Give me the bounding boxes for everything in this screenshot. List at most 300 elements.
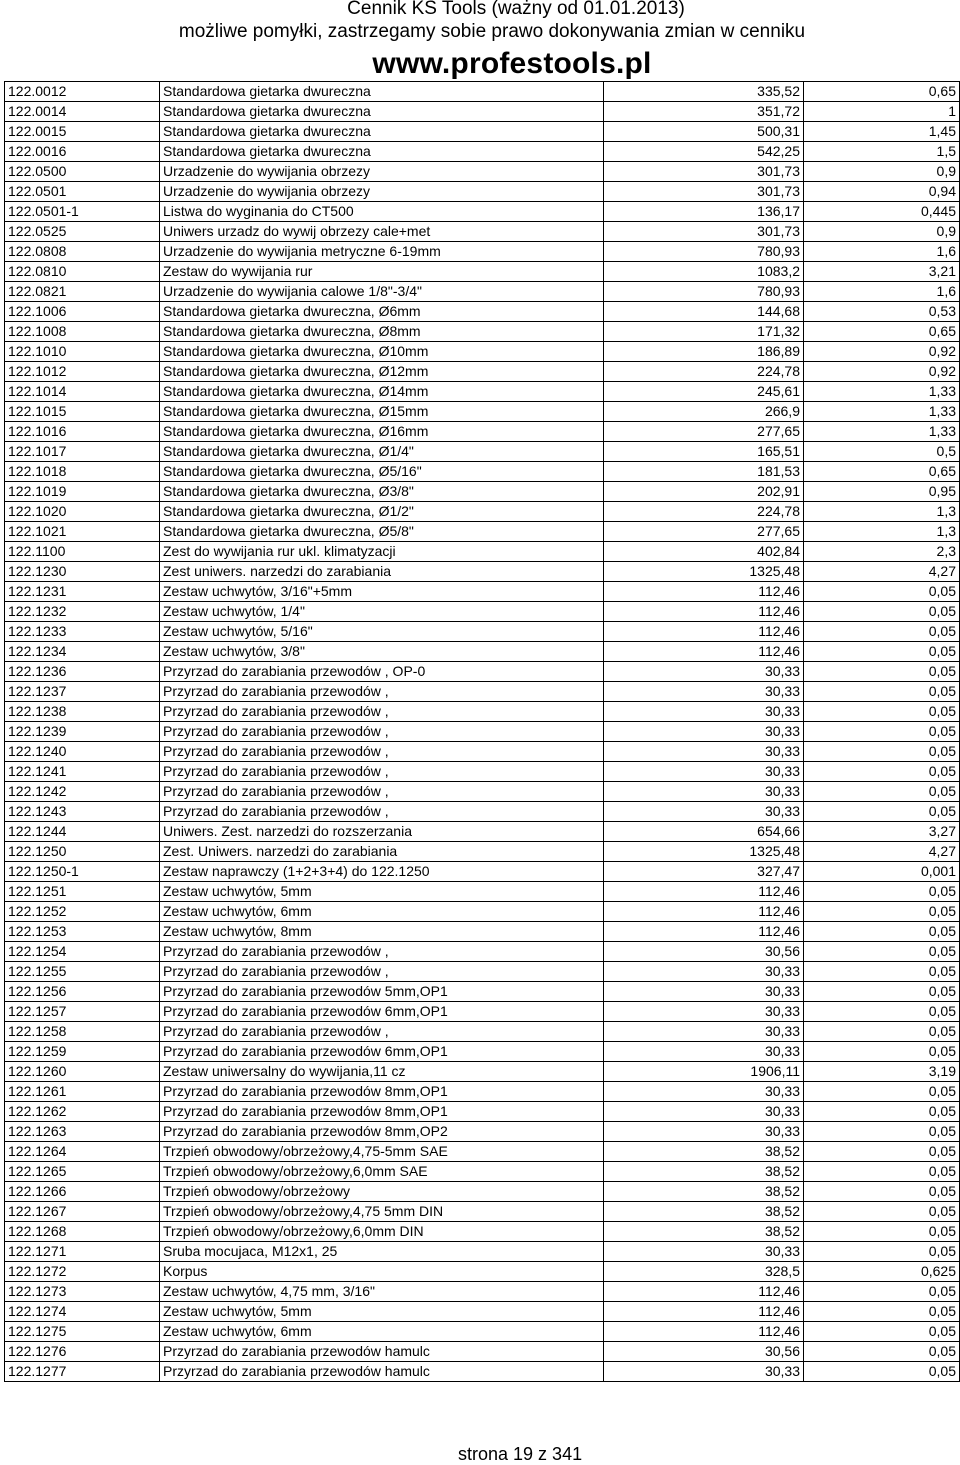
price-cell: 30,33 — [604, 1102, 804, 1122]
weight-cell: 1,33 — [804, 382, 960, 402]
product-code-cell: 122.0810 — [5, 262, 160, 282]
weight-cell: 0,05 — [804, 902, 960, 922]
product-code-cell: 122.0500 — [5, 162, 160, 182]
product-name-cell: Trzpień obwodowy/obrzeżowy,4,75 5mm DIN — [160, 1202, 604, 1222]
product-code-cell: 122.1277 — [5, 1362, 160, 1382]
product-name-cell: Zestaw uchwytów, 3/16"+5mm — [160, 582, 604, 602]
product-code-cell: 122.1262 — [5, 1102, 160, 1122]
disclaimer-notice: możliwe pomyłki, zastrzegamy sobie prawo dokonywania zmian w cenniku — [178, 21, 806, 42]
product-code-cell: 122.1020 — [5, 502, 160, 522]
price-cell: 30,33 — [604, 1042, 804, 1062]
product-name-cell: Przyrzad do zarabiania przewodów , — [160, 762, 604, 782]
weight-cell: 0,05 — [804, 922, 960, 942]
product-name-cell: Przyrzad do zarabiania przewodów hamulc — [160, 1362, 604, 1382]
product-name-cell: Standardowa gietarka dwureczna, Ø1/4" — [160, 442, 604, 462]
product-code-cell: 122.1274 — [5, 1302, 160, 1322]
table-row — [5, 142, 960, 162]
product-code-cell: 122.1258 — [5, 1022, 160, 1042]
table-row — [5, 902, 960, 922]
product-name-cell: Urzadzenie do wywijania calowe 1/8"-3/4" — [160, 282, 604, 302]
table-row — [5, 742, 960, 762]
product-code-cell: 122.1014 — [5, 382, 160, 402]
table-row — [5, 1062, 960, 1082]
weight-cell: 0,65 — [804, 322, 960, 342]
weight-cell: 1,3 — [804, 522, 960, 542]
weight-cell: 0,05 — [804, 622, 960, 642]
product-name-cell: Zestaw uchwytów, 6mm — [160, 902, 604, 922]
website-link[interactable]: www.profestools.pl — [372, 47, 652, 80]
price-cell: 30,33 — [604, 1022, 804, 1042]
table-row — [5, 202, 960, 222]
table-row — [5, 602, 960, 622]
table-row — [5, 522, 960, 542]
table-row — [5, 862, 960, 882]
weight-cell: 4,27 — [804, 562, 960, 582]
price-cell: 112,46 — [604, 1282, 804, 1302]
product-code-cell: 122.1271 — [5, 1242, 160, 1262]
price-cell: 301,73 — [604, 162, 804, 182]
product-name-cell: Trzpień obwodowy/obrzeżowy,6,0mm SAE — [160, 1162, 604, 1182]
price-cell: 327,47 — [604, 862, 804, 882]
product-name-cell: Urzadzenie do wywijania obrzezy — [160, 182, 604, 202]
weight-cell: 0,625 — [804, 1262, 960, 1282]
weight-cell: 0,05 — [804, 1222, 960, 1242]
product-name-cell: Standardowa gietarka dwureczna, Ø12mm — [160, 362, 604, 382]
weight-cell: 0,05 — [804, 1242, 960, 1262]
table-row — [5, 802, 960, 822]
product-code-cell: 122.1236 — [5, 662, 160, 682]
price-cell: 780,93 — [604, 242, 804, 262]
product-name-cell: Przyrzad do zarabiania przewodów , — [160, 702, 604, 722]
price-cell: 245,61 — [604, 382, 804, 402]
price-cell: 500,31 — [604, 122, 804, 142]
product-name-cell: Standardowa gietarka dwureczna — [160, 82, 604, 102]
price-cell: 30,33 — [604, 1082, 804, 1102]
price-cell: 112,46 — [604, 1302, 804, 1322]
product-code-cell: 122.1276 — [5, 1342, 160, 1362]
product-name-cell: Standardowa gietarka dwureczna, Ø16mm — [160, 422, 604, 442]
product-code-cell: 122.1237 — [5, 682, 160, 702]
product-name-cell: Przyrzad do zarabiania przewodów , — [160, 962, 604, 982]
weight-cell: 0,05 — [804, 582, 960, 602]
product-code-cell: 122.0501 — [5, 182, 160, 202]
price-cell: 186,89 — [604, 342, 804, 362]
product-code-cell: 122.1230 — [5, 562, 160, 582]
weight-cell: 0,05 — [804, 1002, 960, 1022]
price-cell: 202,91 — [604, 482, 804, 502]
product-name-cell: Urzadzenie do wywijania metryczne 6-19mm — [160, 242, 604, 262]
product-code-cell: 122.1250 — [5, 842, 160, 862]
product-code-cell: 122.1275 — [5, 1322, 160, 1342]
page-number: strona 19 z 341 — [458, 1444, 583, 1464]
table-row — [5, 362, 960, 382]
weight-cell: 0,05 — [804, 682, 960, 702]
price-cell: 112,46 — [604, 582, 804, 602]
price-cell: 38,52 — [604, 1182, 804, 1202]
weight-cell: 0,05 — [804, 882, 960, 902]
product-code-cell: 122.1016 — [5, 422, 160, 442]
weight-cell: 0,05 — [804, 1142, 960, 1162]
price-cell: 38,52 — [604, 1162, 804, 1182]
table-row — [5, 762, 960, 782]
weight-cell: 1,6 — [804, 242, 960, 262]
product-name-cell: Przyrzad do zarabiania przewodów 8mm,OP1 — [160, 1082, 604, 1102]
weight-cell: 0,05 — [804, 642, 960, 662]
product-code-cell: 122.1273 — [5, 1282, 160, 1302]
table-row — [5, 262, 960, 282]
product-code-cell: 122.0015 — [5, 122, 160, 142]
product-code-cell: 122.1260 — [5, 1062, 160, 1082]
price-cell: 30,33 — [604, 982, 804, 1002]
product-name-cell: Przyrzad do zarabiania przewodów , — [160, 742, 604, 762]
product-name-cell: Trzpień obwodowy/obrzeżowy,6,0mm DIN — [160, 1222, 604, 1242]
table-row — [5, 942, 960, 962]
price-cell: 277,65 — [604, 422, 804, 442]
product-name-cell: Standardowa gietarka dwureczna, Ø10mm — [160, 342, 604, 362]
weight-cell: 0,92 — [804, 342, 960, 362]
weight-cell: 1 — [804, 102, 960, 122]
product-name-cell: Standardowa gietarka dwureczna — [160, 142, 604, 162]
product-code-cell: 122.1006 — [5, 302, 160, 322]
price-cell: 30,33 — [604, 1362, 804, 1382]
product-name-cell: Trzpień obwodowy/obrzeżowy — [160, 1182, 604, 1202]
price-cell: 780,93 — [604, 282, 804, 302]
price-cell: 30,33 — [604, 962, 804, 982]
product-name-cell: Uniwers urzadz do wywij obrzezy cale+met — [160, 222, 604, 242]
weight-cell: 0,445 — [804, 202, 960, 222]
price-cell: 266,9 — [604, 402, 804, 422]
product-name-cell: Standardowa gietarka dwureczna, Ø8mm — [160, 322, 604, 342]
table-row — [5, 562, 960, 582]
table-row — [5, 1242, 960, 1262]
product-name-cell: Standardowa gietarka dwureczna, Ø5/16" — [160, 462, 604, 482]
table-row — [5, 542, 960, 562]
product-code-cell: 122.1253 — [5, 922, 160, 942]
product-name-cell: Zest. Uniwers. narzedzi do zarabiania — [160, 842, 604, 862]
table-row — [5, 182, 960, 202]
price-cell: 351,72 — [604, 102, 804, 122]
table-row — [5, 1202, 960, 1222]
product-code-cell: 122.1019 — [5, 482, 160, 502]
product-code-cell: 122.1240 — [5, 742, 160, 762]
weight-cell: 0,05 — [804, 1082, 960, 1102]
product-name-cell: Standardowa gietarka dwureczna, Ø6mm — [160, 302, 604, 322]
product-name-cell: Uniwers. Zest. narzedzi do rozszerzania — [160, 822, 604, 842]
product-code-cell: 122.1264 — [5, 1142, 160, 1162]
price-cell: 30,33 — [604, 742, 804, 762]
price-cell: 654,66 — [604, 822, 804, 842]
product-name-cell: Standardowa gietarka dwureczna — [160, 102, 604, 122]
product-name-cell: Zestaw uniwersalny do wywijania,11 cz — [160, 1062, 604, 1082]
table-row — [5, 302, 960, 322]
product-name-cell: Zestaw uchwytów, 4,75 mm, 3/16" — [160, 1282, 604, 1302]
table-row — [5, 722, 960, 742]
price-cell: 30,33 — [604, 682, 804, 702]
product-name-cell: Przyrzad do zarabiania przewodów hamulc — [160, 1342, 604, 1362]
weight-cell: 0,05 — [804, 982, 960, 1002]
price-cell: 30,56 — [604, 942, 804, 962]
product-name-cell: Przyrzad do zarabiania przewodów 8mm,OP2 — [160, 1122, 604, 1142]
weight-cell: 1,6 — [804, 282, 960, 302]
table-row — [5, 1282, 960, 1302]
table-row — [5, 682, 960, 702]
table-row — [5, 702, 960, 722]
weight-cell: 0,05 — [804, 742, 960, 762]
table-row — [5, 1082, 960, 1102]
product-code-cell: 122.1017 — [5, 442, 160, 462]
product-name-cell: Zestaw uchwytów, 5mm — [160, 882, 604, 902]
product-name-cell: Standardowa gietarka dwureczna, Ø5/8" — [160, 522, 604, 542]
product-code-cell: 122.1250-1 — [5, 862, 160, 882]
weight-cell: 0,05 — [804, 1162, 960, 1182]
product-code-cell: 122.1012 — [5, 362, 160, 382]
weight-cell: 0,05 — [804, 722, 960, 742]
table-row — [5, 1362, 960, 1382]
product-name-cell: Przyrzad do zarabiania przewodów 6mm,OP1 — [160, 1002, 604, 1022]
table-row — [5, 442, 960, 462]
price-cell: 402,84 — [604, 542, 804, 562]
product-name-cell: Zestaw uchwytów, 1/4" — [160, 602, 604, 622]
weight-cell: 0,5 — [804, 442, 960, 462]
product-name-cell: Zestaw uchwytów, 6mm — [160, 1322, 604, 1342]
price-cell: 38,52 — [604, 1142, 804, 1162]
product-code-cell: 122.1231 — [5, 582, 160, 602]
price-cell: 30,33 — [604, 662, 804, 682]
product-name-cell: Przyrzad do zarabiania przewodów , — [160, 802, 604, 822]
price-cell: 112,46 — [604, 1322, 804, 1342]
table-row — [5, 1322, 960, 1342]
product-name-cell: Standardowa gietarka dwureczna, Ø1/2" — [160, 502, 604, 522]
price-list-title: Cennik KS Tools (ważny od 01.01.2013) — [347, 0, 685, 19]
product-name-cell: Standardowa gietarka dwureczna, Ø3/8" — [160, 482, 604, 502]
product-code-cell: 122.1266 — [5, 1182, 160, 1202]
price-cell: 301,73 — [604, 222, 804, 242]
price-cell: 30,33 — [604, 1002, 804, 1022]
table-row — [5, 1182, 960, 1202]
product-name-cell: Zestaw do wywijania rur — [160, 262, 604, 282]
product-code-cell: 122.0808 — [5, 242, 160, 262]
weight-cell: 0,05 — [804, 1342, 960, 1362]
table-row — [5, 1142, 960, 1162]
product-name-cell: Przyrzad do zarabiania przewodów 6mm,OP1 — [160, 1042, 604, 1062]
price-cell: 171,32 — [604, 322, 804, 342]
weight-cell: 0,05 — [804, 1122, 960, 1142]
product-code-cell: 122.1251 — [5, 882, 160, 902]
price-cell: 144,68 — [604, 302, 804, 322]
product-name-cell: Przyrzad do zarabiania przewodów 8mm,OP1 — [160, 1102, 604, 1122]
product-name-cell: Przyrzad do zarabiania przewodów , — [160, 942, 604, 962]
product-name-cell: Listwa do wyginania do CT500 — [160, 202, 604, 222]
price-cell: 1325,48 — [604, 562, 804, 582]
product-name-cell: Zestaw uchwytów, 3/8" — [160, 642, 604, 662]
table-row — [5, 1042, 960, 1062]
price-cell: 1325,48 — [604, 842, 804, 862]
product-name-cell: Przyrzad do zarabiania przewodów , — [160, 1022, 604, 1042]
price-table-body — [5, 82, 960, 1382]
price-cell: 30,33 — [604, 1242, 804, 1262]
weight-cell: 3,19 — [804, 1062, 960, 1082]
product-name-cell: Zestaw uchwytów, 8mm — [160, 922, 604, 942]
price-cell: 136,17 — [604, 202, 804, 222]
weight-cell: 1,3 — [804, 502, 960, 522]
table-row — [5, 582, 960, 602]
product-name-cell: Przyrzad do zarabiania przewodów , OP-0 — [160, 662, 604, 682]
weight-cell: 0,05 — [804, 1302, 960, 1322]
product-name-cell: Standardowa gietarka dwureczna, Ø15mm — [160, 402, 604, 422]
table-row — [5, 1102, 960, 1122]
product-name-cell: Zest uniwers. narzedzi do zarabiania — [160, 562, 604, 582]
weight-cell: 0,05 — [804, 602, 960, 622]
price-cell: 224,78 — [604, 362, 804, 382]
table-row — [5, 222, 960, 242]
product-code-cell: 122.1255 — [5, 962, 160, 982]
weight-cell: 0,001 — [804, 862, 960, 882]
weight-cell: 1,33 — [804, 422, 960, 442]
table-row — [5, 1162, 960, 1182]
price-cell: 30,33 — [604, 702, 804, 722]
weight-cell: 0,95 — [804, 482, 960, 502]
weight-cell: 0,05 — [804, 1322, 960, 1342]
product-name-cell: Urzadzenie do wywijania obrzezy — [160, 162, 604, 182]
price-cell: 542,25 — [604, 142, 804, 162]
product-name-cell: Zestaw uchwytów, 5mm — [160, 1302, 604, 1322]
weight-cell: 0,53 — [804, 302, 960, 322]
product-code-cell: 122.1268 — [5, 1222, 160, 1242]
weight-cell: 4,27 — [804, 842, 960, 862]
weight-cell: 0,05 — [804, 962, 960, 982]
product-code-cell: 122.1267 — [5, 1202, 160, 1222]
product-name-cell: Standardowa gietarka dwureczna, Ø14mm — [160, 382, 604, 402]
product-code-cell: 122.0012 — [5, 82, 160, 102]
weight-cell: 1,33 — [804, 402, 960, 422]
price-cell: 30,33 — [604, 802, 804, 822]
table-row — [5, 162, 960, 182]
product-name-cell: Przyrzad do zarabiania przewodów , — [160, 722, 604, 742]
table-row — [5, 622, 960, 642]
product-code-cell: 122.1261 — [5, 1082, 160, 1102]
product-code-cell: 122.1018 — [5, 462, 160, 482]
weight-cell: 3,27 — [804, 822, 960, 842]
table-row — [5, 982, 960, 1002]
product-code-cell: 122.1244 — [5, 822, 160, 842]
weight-cell: 0,9 — [804, 162, 960, 182]
table-row — [5, 642, 960, 662]
product-code-cell: 122.0501-1 — [5, 202, 160, 222]
weight-cell: 0,05 — [804, 802, 960, 822]
price-cell: 112,46 — [604, 642, 804, 662]
table-row — [5, 462, 960, 482]
product-name-cell: Zestaw uchwytów, 5/16" — [160, 622, 604, 642]
price-cell: 112,46 — [604, 882, 804, 902]
weight-cell: 0,05 — [804, 782, 960, 802]
weight-cell: 0,05 — [804, 1042, 960, 1062]
weight-cell: 0,05 — [804, 1182, 960, 1202]
table-row — [5, 962, 960, 982]
table-row — [5, 282, 960, 302]
price-cell: 30,33 — [604, 722, 804, 742]
product-code-cell: 122.0821 — [5, 282, 160, 302]
table-row — [5, 82, 960, 102]
weight-cell: 0,05 — [804, 662, 960, 682]
product-code-cell: 122.1254 — [5, 942, 160, 962]
price-cell: 112,46 — [604, 602, 804, 622]
weight-cell: 0,05 — [804, 1102, 960, 1122]
weight-cell: 0,05 — [804, 762, 960, 782]
product-code-cell: 122.1021 — [5, 522, 160, 542]
product-code-cell: 122.1015 — [5, 402, 160, 422]
product-code-cell: 122.1272 — [5, 1262, 160, 1282]
price-cell: 165,51 — [604, 442, 804, 462]
product-code-cell: 122.1259 — [5, 1042, 160, 1062]
table-row — [5, 882, 960, 902]
weight-cell: 0,05 — [804, 1282, 960, 1302]
product-name-cell: Zest do wywijania rur ukl. klimatyzacji — [160, 542, 604, 562]
table-row — [5, 102, 960, 122]
product-code-cell: 122.0016 — [5, 142, 160, 162]
table-row — [5, 122, 960, 142]
table-row — [5, 482, 960, 502]
product-name-cell: Trzpień obwodowy/obrzeżowy,4,75-5mm SAE — [160, 1142, 604, 1162]
table-row — [5, 782, 960, 802]
price-cell: 38,52 — [604, 1222, 804, 1242]
product-code-cell: 122.1243 — [5, 802, 160, 822]
table-row — [5, 1342, 960, 1362]
weight-cell: 0,05 — [804, 702, 960, 722]
product-code-cell: 122.1242 — [5, 782, 160, 802]
weight-cell: 3,21 — [804, 262, 960, 282]
product-code-cell: 122.0014 — [5, 102, 160, 122]
table-row — [5, 1022, 960, 1042]
table-row — [5, 662, 960, 682]
product-code-cell: 122.1265 — [5, 1162, 160, 1182]
table-row — [5, 1122, 960, 1142]
product-code-cell: 122.1234 — [5, 642, 160, 662]
product-name-cell: Sruba mocujaca, M12x1, 25 — [160, 1242, 604, 1262]
product-code-cell: 122.1008 — [5, 322, 160, 342]
table-row — [5, 322, 960, 342]
weight-cell: 0,05 — [804, 1022, 960, 1042]
weight-cell: 0,65 — [804, 82, 960, 102]
price-cell: 301,73 — [604, 182, 804, 202]
weight-cell: 0,05 — [804, 942, 960, 962]
price-cell: 30,33 — [604, 1122, 804, 1142]
price-cell: 328,5 — [604, 1262, 804, 1282]
price-cell: 30,33 — [604, 762, 804, 782]
table-row — [5, 1002, 960, 1022]
price-cell: 112,46 — [604, 922, 804, 942]
product-code-cell: 122.1252 — [5, 902, 160, 922]
table-row — [5, 502, 960, 522]
price-cell: 38,52 — [604, 1202, 804, 1222]
weight-cell: 0,92 — [804, 362, 960, 382]
table-row — [5, 242, 960, 262]
table-row — [5, 822, 960, 842]
product-code-cell: 122.1233 — [5, 622, 160, 642]
weight-cell: 0,05 — [804, 1202, 960, 1222]
product-name-cell: Standardowa gietarka dwureczna — [160, 122, 604, 142]
price-cell: 30,33 — [604, 782, 804, 802]
weight-cell: 2,3 — [804, 542, 960, 562]
product-name-cell: Przyrzad do zarabiania przewodów , — [160, 682, 604, 702]
price-cell: 112,46 — [604, 622, 804, 642]
weight-cell: 0,05 — [804, 1362, 960, 1382]
product-name-cell: Korpus — [160, 1262, 604, 1282]
table-row — [5, 402, 960, 422]
product-code-cell: 122.1257 — [5, 1002, 160, 1022]
table-row — [5, 422, 960, 442]
price-cell: 277,65 — [604, 522, 804, 542]
price-cell: 30,56 — [604, 1342, 804, 1362]
